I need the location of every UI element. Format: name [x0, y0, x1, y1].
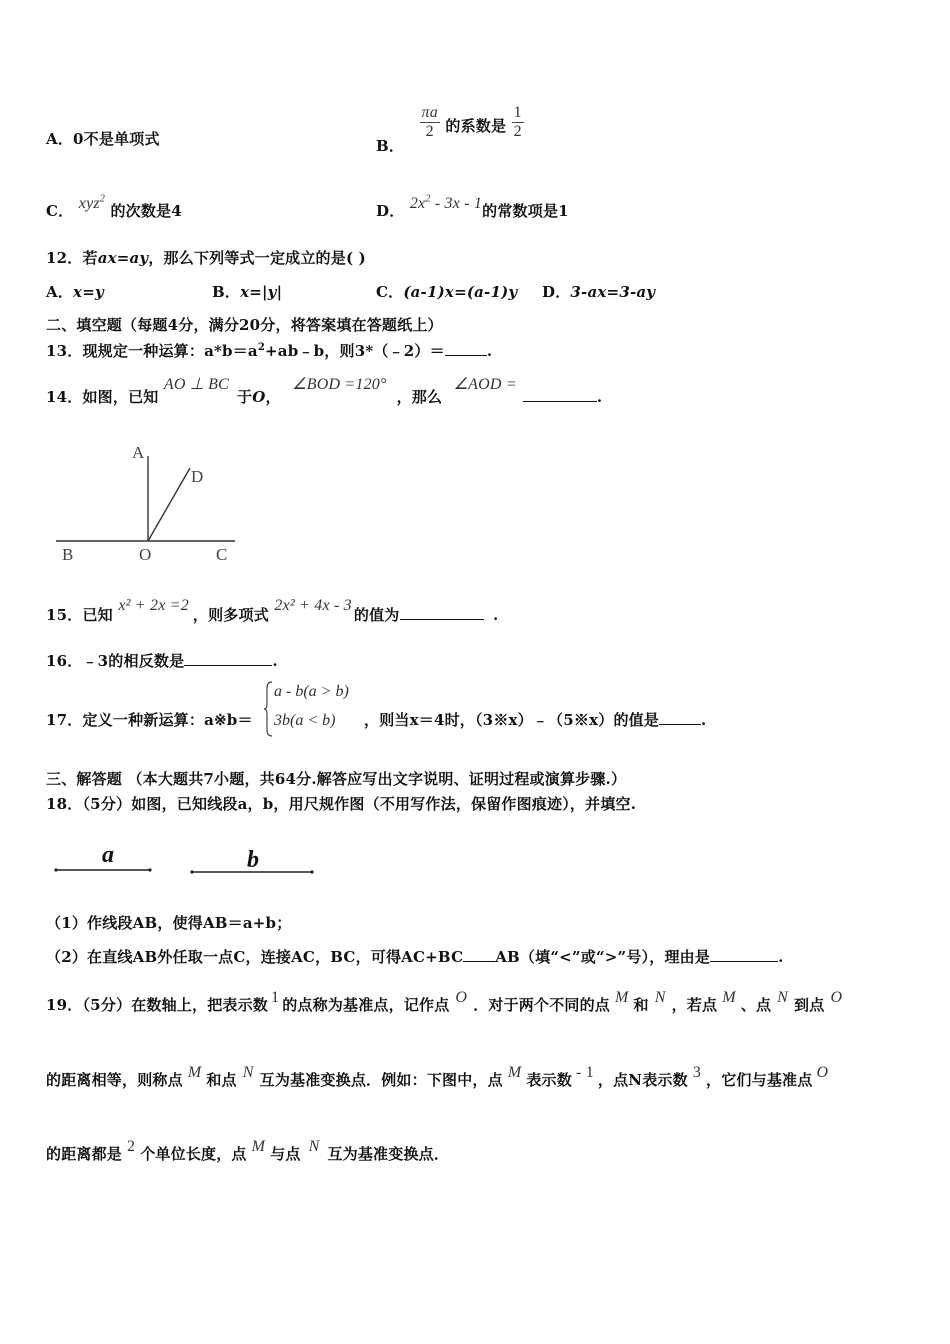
q18-part-2: （2）在直线AB外任取一点C，连接AC，BC，可得AC+BC AB（填“<”或“>”号），理由是 .: [46, 948, 784, 966]
q14: 14．如图，已知 AO ⊥ BC于O， ∠BOD =120°，那么 ∠AOD =.: [46, 376, 603, 406]
q11-option-c: C． xyz$^2$ 的次数是4: [46, 193, 182, 220]
q19-line-2: 的距离相等，则称点 M 和点 N 互为基准变换点．例如：下图中，点 M 表示数 - 1 ，点N表示数 3 ，它们与基准点 O: [46, 1064, 829, 1089]
q16: 16．﹣3的相反数是 .: [46, 652, 278, 670]
q11-option-a: A．0不是单项式: [46, 130, 160, 148]
q12-option-d: D．3-ax=3-ay: [542, 283, 656, 301]
q17-piecewise-definition: a - b(a > b) 3b(a < b): [264, 680, 374, 738]
label-d: D: [191, 467, 204, 486]
q12-option-a: A．x=y: [46, 283, 104, 301]
figure-14-angle-diagram: [50, 438, 250, 568]
q18-part-1: （1）作线段AB，使得AB＝a+b；: [46, 914, 292, 932]
q18-segments-figure: [50, 836, 330, 886]
q12-option-c: C．(a-1)x=(a-1)y: [376, 283, 518, 301]
label-c: C: [216, 545, 228, 564]
q12-stem: 12．若ax=ay，那么下列等式一定成立的是( ): [46, 249, 366, 267]
ray-od: [148, 468, 190, 541]
q19-line-1: 19．（5分）在数轴上，把表示数 1 的点称为基准点，记作点 O ．对于两个不同的点 M 和 N ，若点 M 、点 N 到点 O: [46, 989, 843, 1014]
q13: 13．现规定一种运算：$a*b=a^2+ab﹣b$，则3*（﹣2）＝ .: [46, 342, 493, 360]
q19-line-3: 的距离都是 2 个单位长度，点 M 与点 N 互为基准变换点．: [46, 1138, 450, 1163]
label-b: B: [62, 545, 74, 564]
label-o: O: [139, 545, 152, 564]
segment-a-label: a: [102, 842, 114, 868]
q15: 15．已知 x² + 2x =2，则多项式 2x² + 4x - 3的值为 .: [46, 597, 499, 624]
fraction-one-half: $\frac{1}{2}$: [513, 104, 522, 140]
q11-option-d: D． $2x^2 - 3x - 1$的常数项是1: [376, 193, 569, 220]
left-brace: [264, 680, 274, 738]
section-2-title: 二、填空题（每题4分，满分20分，将答案填在答题纸上）: [46, 316, 443, 334]
q12-option-b: B．x=|y|: [212, 283, 283, 301]
section-3-title: 三、解答题 （本大题共7小题，共64分.解答应写出文字说明、证明过程或演算步骤.）: [46, 770, 627, 788]
q11-option-b: B． $\frac{\pi a}{2}$ 的系数是 $\frac{1}{2}$: [376, 104, 522, 155]
segment-b-label: b: [247, 847, 259, 873]
label-a: A: [132, 443, 145, 462]
q18-stem: 18．（5分）如图，已知线段a，b，用尺规作图（不用写作法，保留作图痕迹），并填空.: [46, 795, 637, 813]
q17-tail: ，则当x＝4时，（3※x）﹣（5※x）的值是 .: [364, 711, 707, 729]
fraction-pi-a-over-2: $\frac{\pi a}{2}$: [421, 104, 438, 140]
q17: 17．定义一种新运算：a※b＝: [46, 711, 253, 729]
